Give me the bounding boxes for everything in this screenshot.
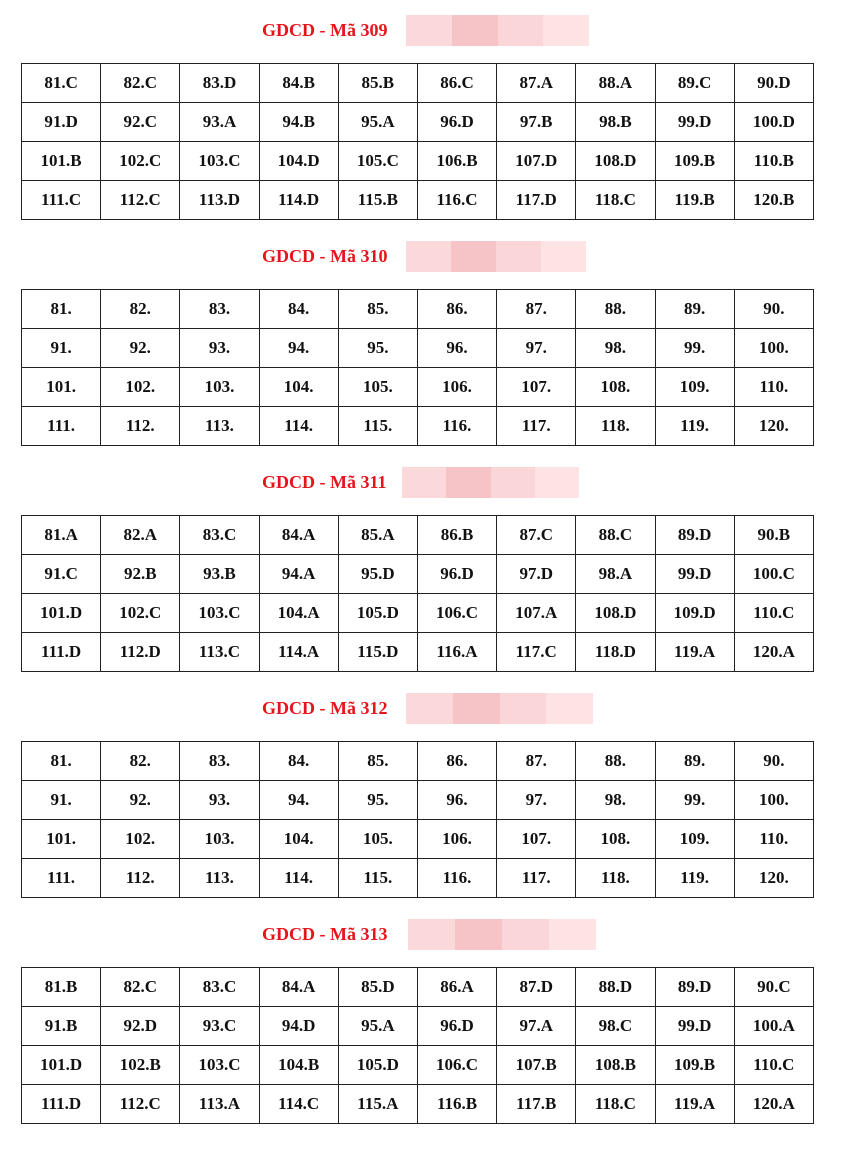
answer-cell: 81.C	[22, 64, 101, 103]
redacted-region	[402, 467, 579, 498]
table-row	[22, 859, 814, 898]
table-row	[22, 407, 814, 446]
answer-cell: 95.A	[338, 1007, 417, 1046]
answer-cell: 83.C	[180, 968, 259, 1007]
answer-cell: 92.B	[101, 555, 180, 594]
answer-cell: 101.B	[22, 142, 101, 181]
answer-cell: 116.A	[417, 633, 496, 672]
answer-cell: 109.B	[655, 142, 734, 181]
answer-cell: 119.	[655, 859, 734, 898]
answer-cell: 87.D	[497, 968, 576, 1007]
answer-cell: 81.	[22, 290, 101, 329]
redacted-region	[406, 15, 589, 46]
answer-cell: 105.C	[338, 142, 417, 181]
answer-cell: 115.	[338, 859, 417, 898]
answer-cell: 110.	[734, 820, 813, 859]
table-row	[22, 1046, 814, 1085]
answer-cell: 94.A	[259, 555, 338, 594]
answer-cell: 84.	[259, 742, 338, 781]
answer-cell: 103.	[180, 368, 259, 407]
answer-cell: 101.D	[22, 1046, 101, 1085]
answer-cell: 115.D	[338, 633, 417, 672]
answer-cell: 112.C	[101, 181, 180, 220]
answer-cell: 113.	[180, 407, 259, 446]
answer-cell: 97.B	[497, 103, 576, 142]
answer-cell: 113.	[180, 859, 259, 898]
answer-cell: 107.B	[497, 1046, 576, 1085]
answer-cell: 98.B	[576, 103, 655, 142]
answer-cell: 111.D	[22, 633, 101, 672]
answer-cell: 107.D	[497, 142, 576, 181]
answer-cell: 83.D	[180, 64, 259, 103]
redacted-region	[406, 241, 586, 272]
answer-cell: 81.	[22, 742, 101, 781]
answer-cell: 106.B	[417, 142, 496, 181]
answer-cell: 94.	[259, 329, 338, 368]
answer-cell: 108.	[576, 820, 655, 859]
answer-cell: 109.	[655, 820, 734, 859]
answer-cell: 84.	[259, 290, 338, 329]
answer-cell: 91.	[22, 781, 101, 820]
answer-cell: 111.D	[22, 1085, 101, 1124]
answer-cell: 89.D	[655, 968, 734, 1007]
answer-cell: 120.	[734, 407, 813, 446]
answer-cell: 110.	[734, 368, 813, 407]
answer-cell: 102.C	[101, 142, 180, 181]
table-row	[22, 781, 814, 820]
answer-cell: 113.D	[180, 181, 259, 220]
answer-cell: 104.A	[259, 594, 338, 633]
redacted-region	[406, 693, 593, 724]
answer-cell: 118.	[576, 859, 655, 898]
section-title: GDCD - Mã 311	[262, 472, 387, 492]
answer-cell: 85.D	[338, 968, 417, 1007]
answer-cell: 119.B	[655, 181, 734, 220]
answer-cell: 89.	[655, 742, 734, 781]
answer-cell: 111.	[22, 859, 101, 898]
table-row	[22, 142, 814, 181]
answer-cell: 97.D	[497, 555, 576, 594]
table-row	[22, 516, 814, 555]
answer-cell: 98.A	[576, 555, 655, 594]
answer-cell: 113.A	[180, 1085, 259, 1124]
answer-cell: 103.	[180, 820, 259, 859]
answer-cell: 114.D	[259, 181, 338, 220]
answer-cell: 116.	[417, 859, 496, 898]
answer-cell: 120.A	[734, 1085, 813, 1124]
answer-cell: 96.D	[417, 1007, 496, 1046]
answer-cell: 87.A	[497, 64, 576, 103]
answer-cell: 108.B	[576, 1046, 655, 1085]
answer-cell: 120.A	[734, 633, 813, 672]
answer-cell: 93.	[180, 329, 259, 368]
answer-cell: 83.	[180, 742, 259, 781]
table-row	[22, 64, 814, 103]
answer-cell: 103.C	[180, 594, 259, 633]
table-row	[22, 820, 814, 859]
answer-cell: 94.	[259, 781, 338, 820]
answer-cell: 107.	[497, 368, 576, 407]
answer-cell: 97.A	[497, 1007, 576, 1046]
answer-cell: 95.D	[338, 555, 417, 594]
table-row	[22, 555, 814, 594]
answer-cell: 91.C	[22, 555, 101, 594]
answer-cell: 120.	[734, 859, 813, 898]
answer-cell: 115.A	[338, 1085, 417, 1124]
answer-cell: 101.	[22, 820, 101, 859]
answer-cell: 84.A	[259, 968, 338, 1007]
answer-cell: 92.C	[101, 103, 180, 142]
answer-cell: 99.	[655, 329, 734, 368]
answer-cell: 93.	[180, 781, 259, 820]
answer-cell: 108.D	[576, 594, 655, 633]
answer-cell: 82.	[101, 742, 180, 781]
answer-cell: 104.	[259, 820, 338, 859]
answer-cell: 117.D	[497, 181, 576, 220]
answer-cell: 101.D	[22, 594, 101, 633]
answer-cell: 96.	[417, 781, 496, 820]
section-title: GDCD - Mã 310	[262, 246, 388, 266]
answer-cell: 88.C	[576, 516, 655, 555]
answer-cell: 86.B	[417, 516, 496, 555]
answer-cell: 102.B	[101, 1046, 180, 1085]
answer-cell: 83.C	[180, 516, 259, 555]
answer-cell: 99.D	[655, 103, 734, 142]
answer-cell: 99.D	[655, 1007, 734, 1046]
answer-cell: 108.D	[576, 142, 655, 181]
answer-cell: 115.B	[338, 181, 417, 220]
answer-cell: 113.C	[180, 633, 259, 672]
answer-cell: 85.A	[338, 516, 417, 555]
answer-cell: 93.B	[180, 555, 259, 594]
answer-cell: 82.A	[101, 516, 180, 555]
answer-cell: 96.	[417, 329, 496, 368]
answer-cell: 117.	[497, 407, 576, 446]
answer-cell: 100.	[734, 329, 813, 368]
section-header	[21, 693, 814, 725]
section-header	[21, 241, 814, 273]
answer-cell: 95.	[338, 329, 417, 368]
answer-cell: 106.	[417, 820, 496, 859]
answer-cell: 99.D	[655, 555, 734, 594]
answer-cell: 98.	[576, 329, 655, 368]
answer-cell: 94.D	[259, 1007, 338, 1046]
answer-cell: 96.D	[417, 103, 496, 142]
answer-cell: 100.D	[734, 103, 813, 142]
answer-cell: 85.	[338, 742, 417, 781]
answer-cell: 105.	[338, 368, 417, 407]
answer-cell: 106.C	[417, 1046, 496, 1085]
answer-cell: 93.C	[180, 1007, 259, 1046]
answer-cell: 118.D	[576, 633, 655, 672]
answer-cell: 90.B	[734, 516, 813, 555]
answer-cell: 95.A	[338, 103, 417, 142]
answer-cell: 115.	[338, 407, 417, 446]
answer-cell: 96.D	[417, 555, 496, 594]
answer-cell: 91.	[22, 329, 101, 368]
answer-cell: 86.A	[417, 968, 496, 1007]
table-row	[22, 181, 814, 220]
answer-cell: 105.	[338, 820, 417, 859]
answer-cell: 118.	[576, 407, 655, 446]
answer-cell: 110.B	[734, 142, 813, 181]
answer-cell: 103.C	[180, 1046, 259, 1085]
answer-cell: 112.C	[101, 1085, 180, 1124]
answer-cell: 109.B	[655, 1046, 734, 1085]
answer-cell: 82.	[101, 290, 180, 329]
answer-cell: 86.	[417, 742, 496, 781]
answer-cell: 107.	[497, 820, 576, 859]
answer-cell: 114.	[259, 407, 338, 446]
section-header	[21, 919, 814, 951]
answer-cell: 105.D	[338, 594, 417, 633]
answer-cell: 87.	[497, 290, 576, 329]
table-row	[22, 633, 814, 672]
answer-cell: 102.	[101, 368, 180, 407]
answer-cell: 88.	[576, 290, 655, 329]
answer-cell: 102.	[101, 820, 180, 859]
answer-cell: 105.D	[338, 1046, 417, 1085]
answer-cell: 117.C	[497, 633, 576, 672]
answer-cell: 84.B	[259, 64, 338, 103]
answer-cell: 91.B	[22, 1007, 101, 1046]
answer-cell: 110.C	[734, 1046, 813, 1085]
table-row	[22, 968, 814, 1007]
answer-table	[21, 289, 814, 446]
answer-cell: 82.C	[101, 968, 180, 1007]
answer-cell: 112.D	[101, 633, 180, 672]
answer-cell: 90.	[734, 290, 813, 329]
answer-cell: 112.	[101, 407, 180, 446]
answer-cell: 88.D	[576, 968, 655, 1007]
answer-cell: 84.A	[259, 516, 338, 555]
answer-cell: 88.	[576, 742, 655, 781]
table-row	[22, 103, 814, 142]
answer-cell: 119.	[655, 407, 734, 446]
answer-cell: 82.C	[101, 64, 180, 103]
table-row	[22, 1085, 814, 1124]
answer-cell: 88.A	[576, 64, 655, 103]
section-header	[21, 15, 814, 47]
answer-cell: 110.C	[734, 594, 813, 633]
answer-cell: 103.C	[180, 142, 259, 181]
answer-cell: 119.A	[655, 1085, 734, 1124]
table-row	[22, 742, 814, 781]
answer-cell: 104.D	[259, 142, 338, 181]
answer-cell: 104.	[259, 368, 338, 407]
answer-cell: 95.	[338, 781, 417, 820]
answer-cell: 98.C	[576, 1007, 655, 1046]
answer-cell: 100.A	[734, 1007, 813, 1046]
answer-table	[21, 63, 814, 220]
answer-cell: 90.D	[734, 64, 813, 103]
answer-cell: 87.	[497, 742, 576, 781]
answer-cell: 91.D	[22, 103, 101, 142]
answer-cell: 86.C	[417, 64, 496, 103]
answer-cell: 92.D	[101, 1007, 180, 1046]
answer-cell: 92.	[101, 781, 180, 820]
answer-cell: 106.	[417, 368, 496, 407]
answer-cell: 83.	[180, 290, 259, 329]
section-title: GDCD - Mã 313	[262, 924, 388, 944]
answer-cell: 97.	[497, 329, 576, 368]
answer-cell: 97.	[497, 781, 576, 820]
answer-cell: 118.C	[576, 1085, 655, 1124]
answer-cell: 104.B	[259, 1046, 338, 1085]
section-title: GDCD - Mã 312	[262, 698, 388, 718]
answer-cell: 87.C	[497, 516, 576, 555]
answer-cell: 108.	[576, 368, 655, 407]
answer-cell: 94.B	[259, 103, 338, 142]
answer-cell: 89.C	[655, 64, 734, 103]
answer-cell: 111.	[22, 407, 101, 446]
answer-cell: 117.B	[497, 1085, 576, 1124]
answer-cell: 85.	[338, 290, 417, 329]
redacted-region	[408, 919, 596, 950]
section-header	[21, 467, 814, 499]
answer-cell: 116.C	[417, 181, 496, 220]
answer-table	[21, 967, 814, 1124]
answer-cell: 109.	[655, 368, 734, 407]
answer-cell: 114.	[259, 859, 338, 898]
answer-cell: 111.C	[22, 181, 101, 220]
answer-cell: 119.A	[655, 633, 734, 672]
answer-cell: 81.A	[22, 516, 101, 555]
answer-cell: 100.C	[734, 555, 813, 594]
table-row	[22, 329, 814, 368]
answer-cell: 101.	[22, 368, 101, 407]
answer-cell: 100.	[734, 781, 813, 820]
answer-cell: 98.	[576, 781, 655, 820]
answer-cell: 116.	[417, 407, 496, 446]
answer-cell: 102.C	[101, 594, 180, 633]
answer-cell: 116.B	[417, 1085, 496, 1124]
answer-cell: 106.C	[417, 594, 496, 633]
answer-cell: 85.B	[338, 64, 417, 103]
table-row	[22, 1007, 814, 1046]
answer-cell: 92.	[101, 329, 180, 368]
answer-cell: 120.B	[734, 181, 813, 220]
answer-cell: 93.A	[180, 103, 259, 142]
answer-cell: 117.	[497, 859, 576, 898]
answer-cell: 90.C	[734, 968, 813, 1007]
answer-cell: 112.	[101, 859, 180, 898]
answer-cell: 118.C	[576, 181, 655, 220]
answer-cell: 99.	[655, 781, 734, 820]
answer-cell: 114.C	[259, 1085, 338, 1124]
section-title: GDCD - Mã 309	[262, 20, 388, 40]
table-row	[22, 290, 814, 329]
answer-cell: 90.	[734, 742, 813, 781]
answer-cell: 89.D	[655, 516, 734, 555]
answer-cell: 86.	[417, 290, 496, 329]
answer-cell: 81.B	[22, 968, 101, 1007]
table-row	[22, 594, 814, 633]
answer-table	[21, 515, 814, 672]
answer-cell: 107.A	[497, 594, 576, 633]
answer-cell: 114.A	[259, 633, 338, 672]
answer-cell: 89.	[655, 290, 734, 329]
answer-table	[21, 741, 814, 898]
table-row	[22, 368, 814, 407]
answer-cell: 109.D	[655, 594, 734, 633]
